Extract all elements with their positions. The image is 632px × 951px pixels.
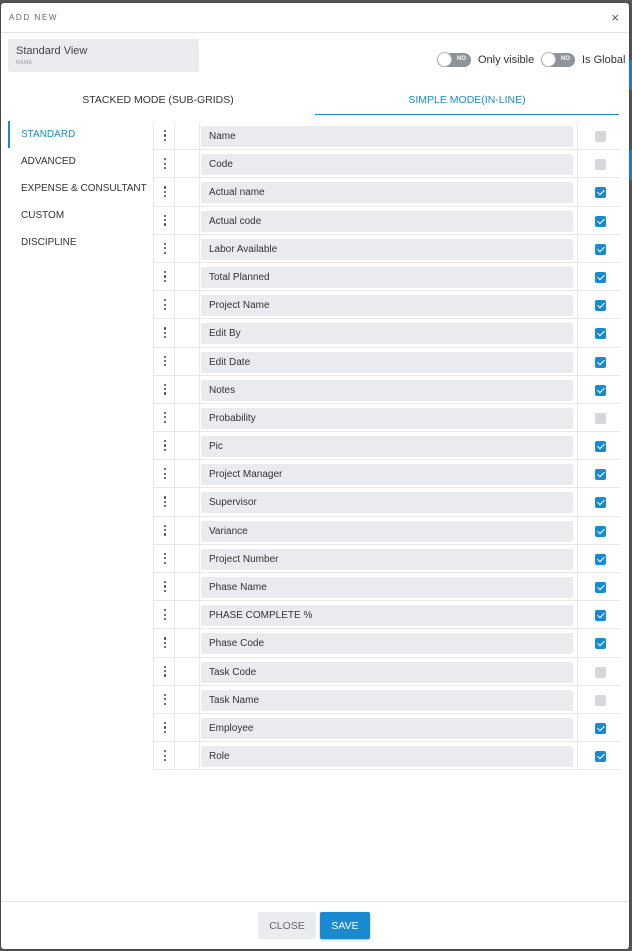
visibility-cell <box>577 235 620 262</box>
visibility-cell <box>577 573 620 600</box>
is-global-toggle-group <box>541 53 625 67</box>
visibility-checkbox[interactable] <box>595 610 606 621</box>
visibility-cell <box>577 319 620 346</box>
visibility-cell <box>577 488 620 515</box>
save-button[interactable]: SAVE <box>320 912 370 939</box>
row-spacer-cell <box>175 488 200 515</box>
visibility-cell <box>577 686 620 713</box>
row-spacer-cell <box>175 178 200 205</box>
more-vertical-icon[interactable] <box>164 722 166 734</box>
more-vertical-icon[interactable] <box>164 412 166 424</box>
row-drag-handle[interactable] <box>153 263 175 290</box>
table-row <box>153 601 620 629</box>
add-new-dialog <box>1 3 629 949</box>
visibility-cell <box>577 545 620 572</box>
row-drag-handle[interactable] <box>153 601 175 628</box>
visibility-checkbox[interactable] <box>595 159 606 170</box>
column-name-field[interactable]: Task Name <box>201 690 573 711</box>
dialog-title: ADD NEW <box>9 13 58 22</box>
row-drag-handle[interactable] <box>153 545 175 572</box>
tab-simple-mode[interactable]: SIMPLE MODE(IN-LINE) <box>315 89 619 115</box>
table-row <box>153 150 620 178</box>
row-spacer-cell <box>175 207 200 234</box>
column-name-field[interactable]: Task Code <box>201 662 573 683</box>
visibility-cell <box>577 658 620 685</box>
close-button[interactable]: CLOSE <box>258 912 316 939</box>
visibility-checkbox[interactable] <box>595 187 606 198</box>
row-spacer-cell <box>175 376 200 403</box>
row-spacer-cell <box>175 150 200 177</box>
more-vertical-icon[interactable] <box>164 637 166 649</box>
mode-tabs <box>1 89 629 115</box>
visibility-cell <box>577 178 620 205</box>
visibility-cell <box>577 460 620 487</box>
visibility-cell <box>577 404 620 431</box>
column-name-field[interactable]: Pic <box>201 436 573 457</box>
column-name-field[interactable]: Project Name <box>201 295 573 316</box>
sidebar-item-expense-consultant[interactable]: EXPENSE & CONSULTANT <box>21 183 147 194</box>
visibility-cell <box>577 150 620 177</box>
table-row <box>153 432 620 460</box>
column-name-field[interactable]: Notes <box>201 380 573 401</box>
table-row <box>153 488 620 516</box>
row-spacer-cell <box>175 235 200 262</box>
table-row <box>153 686 620 714</box>
visibility-checkbox[interactable] <box>595 526 606 537</box>
more-vertical-icon[interactable] <box>164 553 166 565</box>
visibility-checkbox[interactable] <box>595 244 606 255</box>
visibility-checkbox[interactable] <box>595 385 606 396</box>
row-spacer-cell <box>175 122 200 149</box>
table-row <box>153 517 620 545</box>
row-spacer-cell <box>175 404 200 431</box>
toggle-knob <box>541 52 556 67</box>
more-vertical-icon[interactable] <box>164 496 166 508</box>
column-name-field[interactable]: Actual name <box>201 182 573 203</box>
row-drag-handle[interactable] <box>153 714 175 741</box>
table-row <box>153 235 620 263</box>
column-name-field[interactable]: Variance <box>201 521 573 542</box>
sidebar-item-advanced[interactable]: ADVANCED <box>21 156 76 167</box>
table-row <box>153 573 620 601</box>
visibility-checkbox[interactable] <box>595 469 606 480</box>
more-vertical-icon[interactable] <box>164 581 166 593</box>
column-name-field[interactable]: Phase Name <box>201 577 573 598</box>
table-row <box>153 404 620 432</box>
row-drag-handle[interactable] <box>153 291 175 318</box>
row-spacer-cell <box>175 658 200 685</box>
row-drag-handle[interactable] <box>153 573 175 600</box>
visibility-checkbox[interactable] <box>595 272 606 283</box>
row-spacer-cell <box>175 573 200 600</box>
visibility-cell <box>577 517 620 544</box>
more-vertical-icon[interactable] <box>164 243 166 255</box>
column-name-field[interactable]: Labor Available <box>201 239 573 260</box>
name-label: NAME <box>16 60 33 66</box>
column-name-field[interactable]: Edit Date <box>201 352 573 373</box>
row-drag-handle[interactable] <box>153 517 175 544</box>
sidebar-item-custom[interactable]: CUSTOM <box>21 210 65 221</box>
only-visible-toggle-group <box>437 53 534 67</box>
row-spacer-cell <box>175 460 200 487</box>
column-name-field[interactable]: Actual code <box>201 211 573 232</box>
visibility-checkbox[interactable] <box>595 300 606 311</box>
more-vertical-icon[interactable] <box>164 468 166 480</box>
visibility-checkbox[interactable] <box>595 131 606 142</box>
more-vertical-icon[interactable] <box>164 440 166 452</box>
more-vertical-icon[interactable] <box>164 384 166 396</box>
visibility-checkbox[interactable] <box>595 554 606 565</box>
column-name-field[interactable]: Project Number <box>201 549 573 570</box>
row-drag-handle[interactable] <box>153 376 175 403</box>
close-icon[interactable]: × <box>611 10 619 25</box>
more-vertical-icon[interactable] <box>164 694 166 706</box>
table-row <box>153 348 620 376</box>
row-drag-handle[interactable] <box>153 488 175 515</box>
visibility-cell <box>577 714 620 741</box>
category-sidebar <box>8 121 148 256</box>
name-input[interactable] <box>8 39 199 72</box>
visibility-cell <box>577 263 620 290</box>
table-row <box>153 742 620 770</box>
visibility-checkbox[interactable] <box>595 723 606 734</box>
table-row <box>153 658 620 686</box>
more-vertical-icon[interactable] <box>164 215 166 227</box>
row-spacer-cell <box>175 432 200 459</box>
table-row <box>153 545 620 573</box>
row-drag-handle[interactable] <box>153 319 175 346</box>
only-visible-toggle[interactable] <box>437 53 471 67</box>
visibility-cell <box>577 376 620 403</box>
row-drag-handle[interactable] <box>153 207 175 234</box>
table-row <box>153 263 620 291</box>
more-vertical-icon[interactable] <box>164 186 166 198</box>
more-vertical-icon[interactable] <box>164 609 166 621</box>
more-vertical-icon[interactable] <box>164 158 166 170</box>
more-vertical-icon[interactable] <box>164 327 166 339</box>
column-name-field[interactable]: Project Manager <box>201 464 573 485</box>
visibility-checkbox[interactable] <box>595 357 606 368</box>
row-drag-handle[interactable] <box>153 629 175 656</box>
more-vertical-icon[interactable] <box>164 271 166 283</box>
visibility-checkbox[interactable] <box>595 582 606 593</box>
visibility-checkbox[interactable] <box>595 413 606 424</box>
visibility-checkbox[interactable] <box>595 328 606 339</box>
visibility-checkbox[interactable] <box>595 441 606 452</box>
toggle-knob <box>437 52 452 67</box>
table-row <box>153 376 620 404</box>
more-vertical-icon[interactable] <box>164 666 166 678</box>
more-vertical-icon[interactable] <box>164 750 166 762</box>
visibility-checkbox[interactable] <box>595 751 606 762</box>
row-spacer-cell <box>175 714 200 741</box>
table-row <box>153 629 620 657</box>
column-name-field[interactable]: Probability <box>201 408 573 429</box>
row-drag-handle[interactable] <box>153 235 175 262</box>
table-row <box>153 714 620 742</box>
row-drag-handle[interactable] <box>153 150 175 177</box>
column-name-field[interactable]: Total Planned <box>201 267 573 288</box>
row-drag-handle[interactable] <box>153 742 175 769</box>
table-row <box>153 178 620 206</box>
table-row <box>153 460 620 488</box>
only-visible-label: Only visible <box>478 54 535 66</box>
row-drag-handle[interactable] <box>153 686 175 713</box>
dialog-footer <box>1 901 629 949</box>
visibility-checkbox[interactable] <box>595 497 606 508</box>
table-row <box>153 319 620 347</box>
column-name-field[interactable]: Supervisor <box>201 492 573 513</box>
row-spacer-cell <box>175 629 200 656</box>
row-spacer-cell <box>175 263 200 290</box>
toggle-state: NO <box>457 56 466 62</box>
is-global-label: Is Global <box>582 54 626 66</box>
row-drag-handle[interactable] <box>153 178 175 205</box>
table-row <box>153 122 620 150</box>
visibility-checkbox[interactable] <box>595 667 606 678</box>
row-spacer-cell <box>175 291 200 318</box>
row-drag-handle[interactable] <box>153 404 175 431</box>
row-spacer-cell <box>175 517 200 544</box>
visibility-cell <box>577 432 620 459</box>
row-spacer-cell <box>175 545 200 572</box>
row-drag-handle[interactable] <box>153 460 175 487</box>
visibility-cell <box>577 122 620 149</box>
visibility-cell <box>577 742 620 769</box>
more-vertical-icon[interactable] <box>164 130 166 142</box>
visibility-checkbox[interactable] <box>595 695 606 706</box>
row-spacer-cell <box>175 319 200 346</box>
more-vertical-icon[interactable] <box>164 299 166 311</box>
row-spacer-cell <box>175 348 200 375</box>
column-name-field[interactable]: Code <box>201 154 573 175</box>
column-grid <box>153 122 620 770</box>
row-drag-handle[interactable] <box>153 122 175 149</box>
visibility-cell <box>577 629 620 656</box>
visibility-cell <box>577 348 620 375</box>
row-spacer-cell <box>175 742 200 769</box>
column-name-field[interactable]: Name <box>201 126 573 147</box>
table-row <box>153 291 620 319</box>
visibility-cell <box>577 291 620 318</box>
table-row <box>153 207 620 235</box>
visibility-cell <box>577 601 620 628</box>
visibility-checkbox[interactable] <box>595 638 606 649</box>
toggle-state: NO <box>561 56 570 62</box>
row-spacer-cell <box>175 686 200 713</box>
more-vertical-icon[interactable] <box>164 356 166 368</box>
column-name-field[interactable]: PHASE COMPLETE % <box>201 605 573 626</box>
tab-stacked-mode[interactable]: STACKED MODE (SUB-GRIDS) <box>82 94 234 106</box>
column-name-field[interactable]: Role <box>201 746 573 767</box>
is-global-toggle[interactable] <box>541 53 575 67</box>
column-name-field[interactable]: Phase Code <box>201 633 573 654</box>
column-name-field[interactable]: Employee <box>201 718 573 739</box>
row-drag-handle[interactable] <box>153 432 175 459</box>
visibility-cell <box>577 207 620 234</box>
more-vertical-icon[interactable] <box>164 525 166 537</box>
sidebar-item-standard[interactable]: STANDARD <box>8 121 148 148</box>
visibility-checkbox[interactable] <box>595 216 606 227</box>
dialog-header <box>1 3 629 33</box>
name-value: Standard View <box>16 45 88 57</box>
sidebar-item-discipline[interactable]: DISCIPLINE <box>21 237 77 248</box>
row-drag-handle[interactable] <box>153 348 175 375</box>
row-drag-handle[interactable] <box>153 658 175 685</box>
column-name-field[interactable]: Edit By <box>201 323 573 344</box>
row-spacer-cell <box>175 601 200 628</box>
